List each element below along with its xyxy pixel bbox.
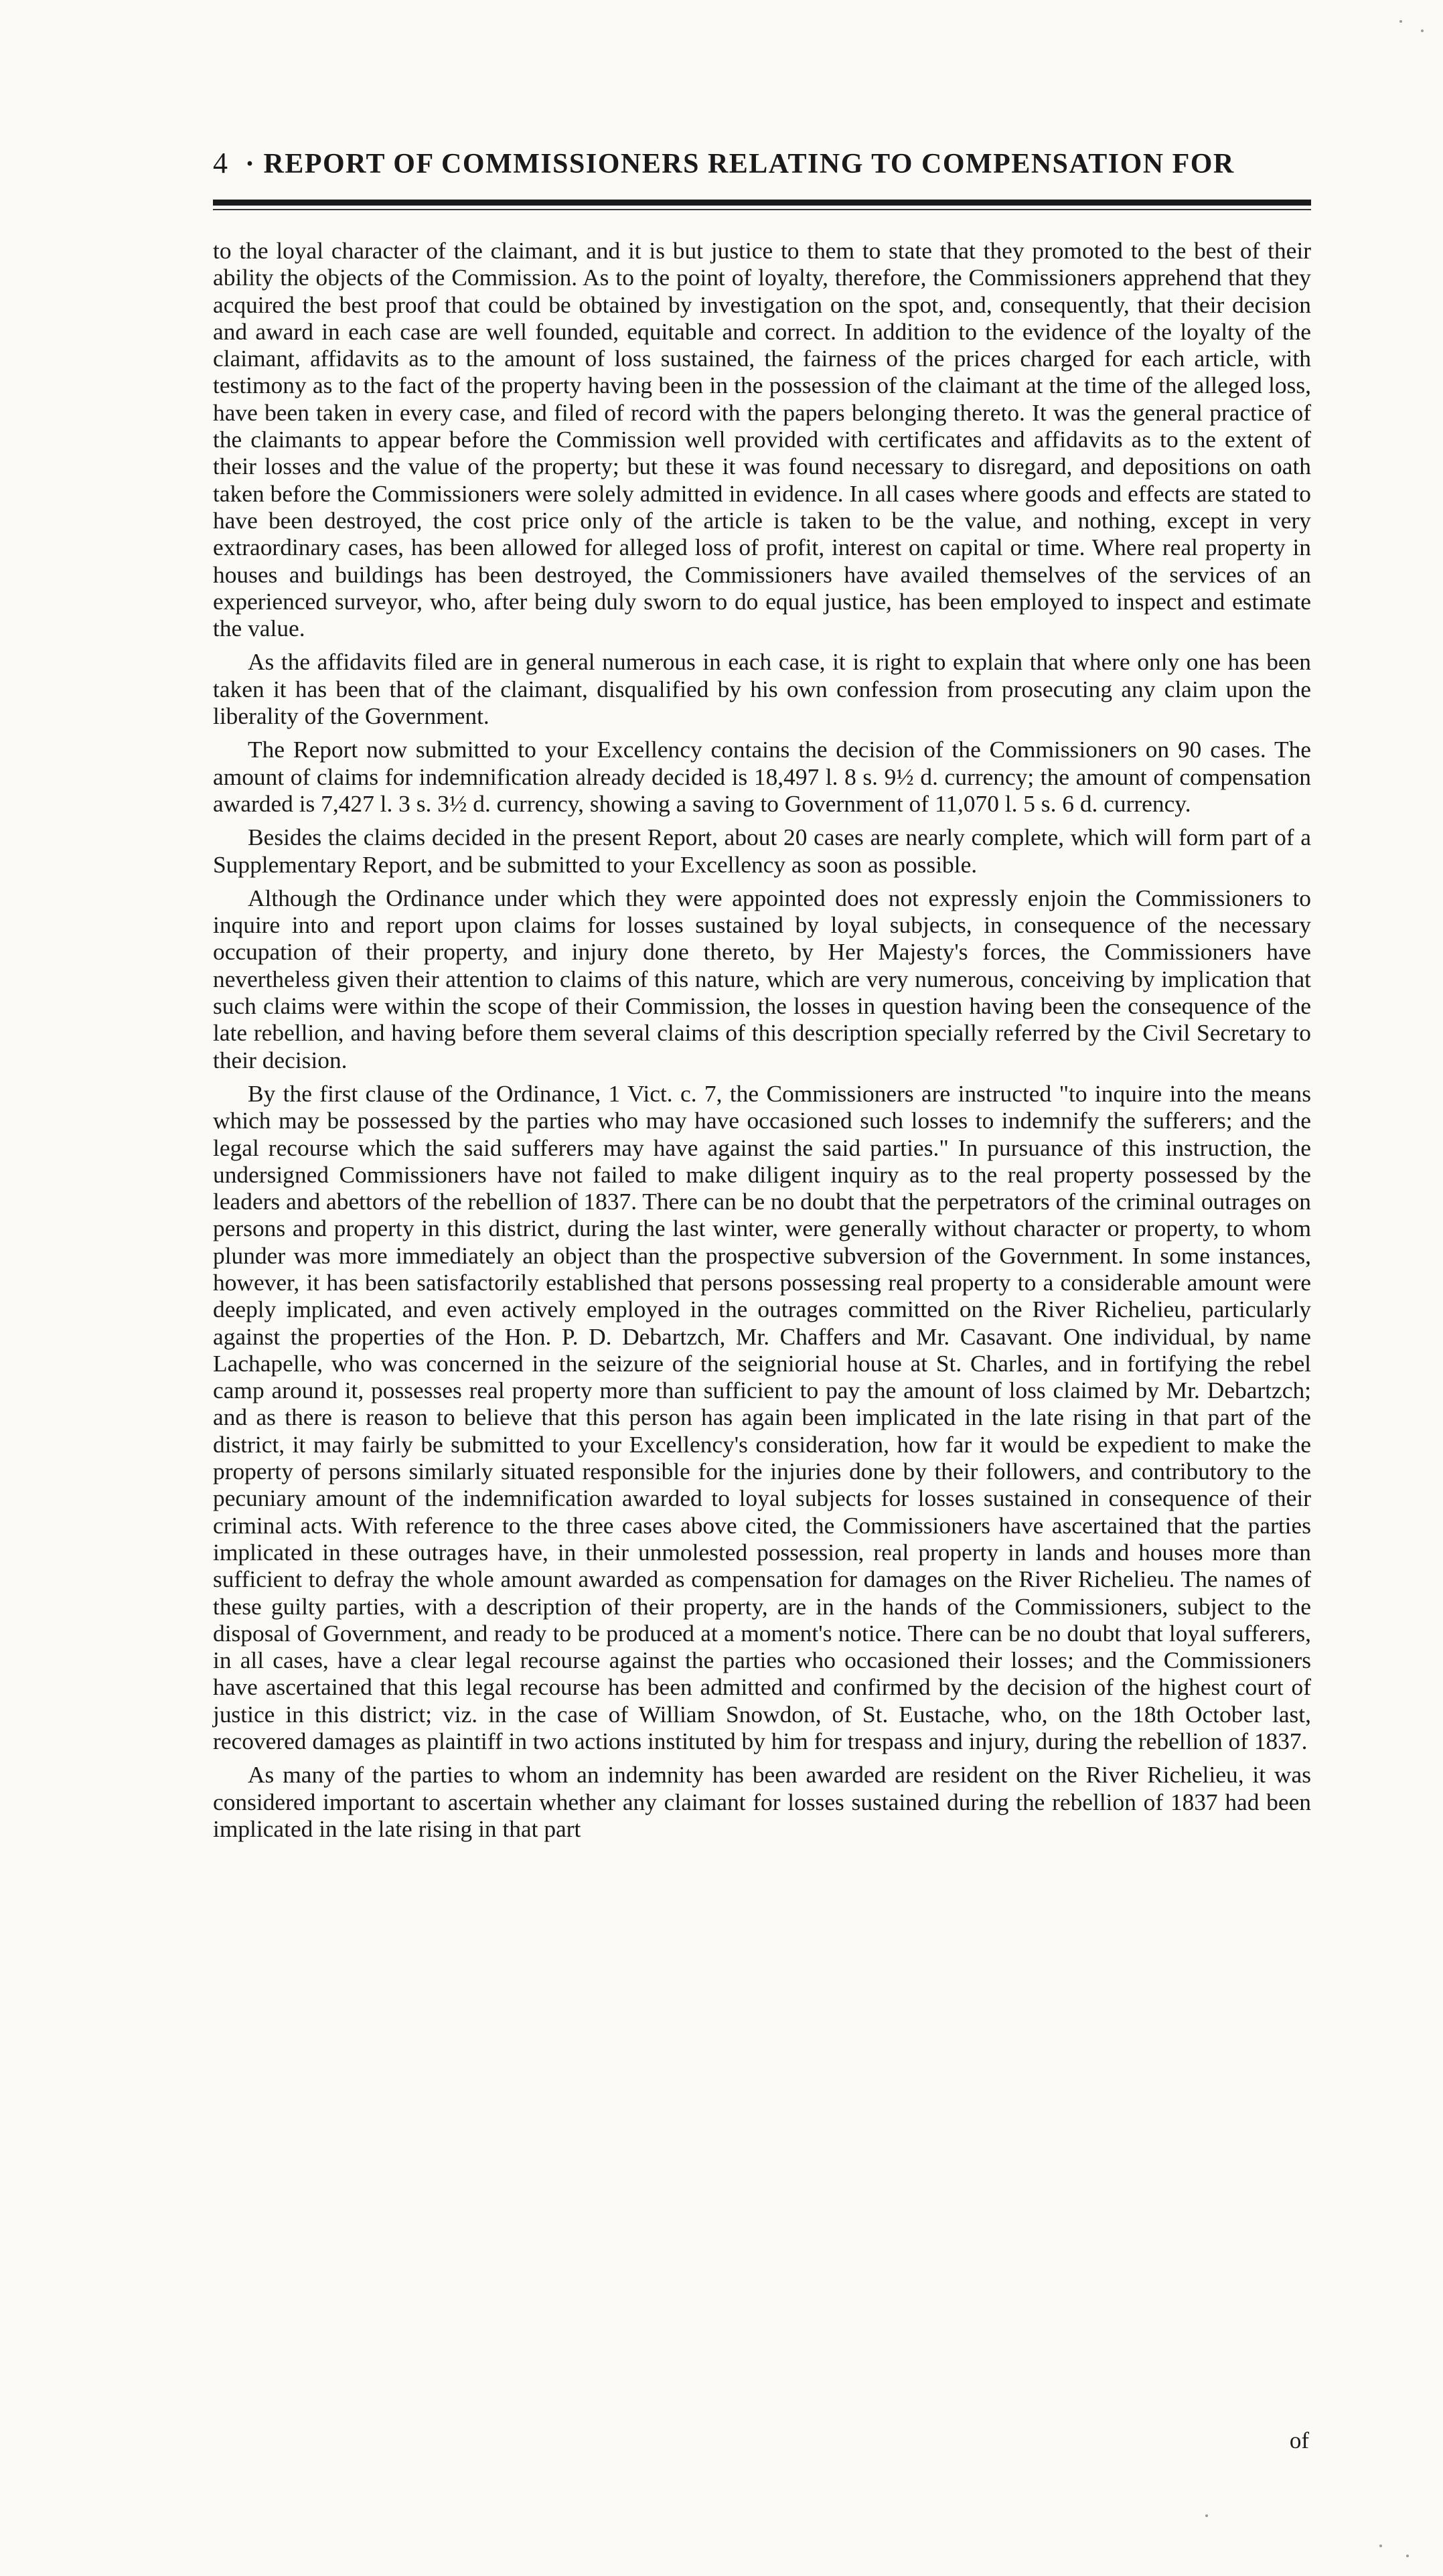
scan-speck [1379, 2545, 1382, 2547]
page-header [213, 146, 1311, 180]
paragraph: As many of the parties to whom an indemnity has been awarded are resident on the River Richelieu, it was considered important to ascertain whether any claimant for losses sustained during the rebellion of 1837 had been implicated in the late rising in that part [213, 1761, 1311, 1842]
header-rule-thin [213, 209, 1311, 210]
paragraph: The Report now submitted to your Excellency contains the decision of the Commissioners on 90 cases. The amount of claims for indemnification already decided is 18,497 l. 8 s. 9½ d. currency; the amount of compensation awarded is 7,427 l. 3 s. 3½ d. currency, showing a saving to Government of 11,070 l. 5 s. 6 d. currency. [213, 736, 1311, 817]
page-number: 4 [213, 147, 228, 179]
paragraph: Although the Ordinance under which they were appointed does not expressly enjoin the Commissioners to inquire into and report upon claims for losses sustained by loyal subjects, in consequence of the necessary occupation of their property, and injury done thereto, by Her Majesty's forces, the Commissioners have nevertheless given their attention to claims of this nature, which are very numerous, conceiving by implication that such claims were within the scope of their Commission, the losses in question having been the consequence of the late rebellion, and having before them several claims of this description specially referred by the Civil Secretary to their decision. [213, 884, 1311, 1073]
scan-speck [1421, 29, 1424, 32]
scan-speck [1205, 2514, 1208, 2517]
paragraph: Besides the claims decided in the present Report, about 20 cases are nearly complete, which will form part of a Supplementary Report, and be submitted to your Excellency as soon as possible. [213, 824, 1311, 878]
paragraph: to the loyal character of the claimant, and it is but justice to them to state that they promoted to the best of their ability the objects of the Commission. As to the point of loyalty, therefore, the Commissioners apprehend that they acquired the best proof that could be obtained by investigation on the spot, and, consequently, that their decision and award in each case are well founded, equitable and correct. In addition to the evidence of the loyalty of the claimant, affidavits as to the amount of loss sustained, the fairness of the prices charged for each article, with testimony as to the fact of the property having been in the possession of the claimant at the time of the alleged loss, have been taken in every case, and filed of record with the papers belonging thereto. It was the general practice of the claimants to appear before the Commission well provided with certificates and affidavits as to the extent of their losses and the value of the property; but these it was found necessary to disregard, and depositions on oath taken before the Commissioners were solely admitted in evidence. In all cases where goods and effects are stated to have been destroyed, the cost price only of the article is taken to be the value, and nothing, except in very extraordinary cases, has been allowed for alleged loss of profit, interest on capital or time. Where real property in houses and buildings has been destroyed, the Commissioners have availed themselves of the services of an experienced surveyor, who, after being duly sworn to do equal justice, has been employed to inspect and estimate the value. [213, 237, 1311, 642]
scan-speck [1406, 2555, 1409, 2557]
header-rule [213, 200, 1311, 206]
paragraph: By the first clause of the Ordinance, 1 Vict. c. 7, the Commissioners are instructed "to inquire into the means which may be possessed by the parties who may have occasioned such losses to indemnify the sufferers; and the legal recourse which the said sufferers may have against the said parties." In pursuance of this instruction, the undersigned Commissioners have not failed to make diligent inquiry as to the real property possessed by the leaders and abettors of the rebellion of 1837. There can be no doubt that the perpetrators of the criminal outrages on persons and property in this district, during the last winter, were generally without character or property, to whom plunder was more immediately an object than the prospective subversion of the Government. In some instances, however, it has been satisfactorily established that persons possessing real property to a considerable amount were deeply implicated, and even actively employed in the outrages committed on the River Richelieu, particularly against the properties of the Hon. P. D. Debartzch, Mr. Chaffers and Mr. Casavant. One individual, by name Lachapelle, who was concerned in the seizure of the seigniorial house at St. Charles, and in fortifying the rebel camp around it, possesses real property more than sufficient to pay the amount of loss claimed by Mr. Debartzch; and as there is reason to believe that this person has again been implicated in the late rising in that part of the district, it may fairly be submitted to your Excellency's consideration, how far it would be expedient to make the property of persons similarly situated responsible for the injuries done by their followers, and contributory to the pecuniary amount of the indemnification awarded to loyal subjects for losses sustained in consequence of their criminal acts. With reference to the three cases above cited, the Commissioners have ascertained that the parties implicated in these outrages have, in their unmolested possession, real property in lands and houses more than sufficient to defray the whole amount awarded as compensation for damages on the River Richelieu. The names of these guilty parties, with a description of their property, are in the hands of the Commissioners, subject to the disposal of Government, and ready to be produced at a moment's notice. There can be no doubt that loyal sufferers, in all cases, have a clear legal recourse against the parties who occasioned their losses; and the Commissioners have ascertained that this legal recourse has been admitted and confirmed by the decision of the highest court of justice in this district; viz. in the case of William Snowdon, of St. Eustache, who, on the 18th October last, recovered damages as plaintiff in two actions instituted by him for trespass and injury, during the rebellion of 1837. [213, 1079, 1311, 1755]
running-head: · REPORT OF COMMISSIONERS RELATING TO COMPENSATION FOR [245, 149, 1235, 179]
paragraph: As the affidavits filed are in general numerous in each case, it is right to explain that where only one has been taken it has been that of the claimant, disqualified by his own confession from prosecuting any claim upon the liberality of the Government. [213, 648, 1311, 730]
scan-speck [1399, 20, 1402, 23]
body-text [213, 237, 1311, 1849]
catchword: of [1289, 2427, 1309, 2453]
